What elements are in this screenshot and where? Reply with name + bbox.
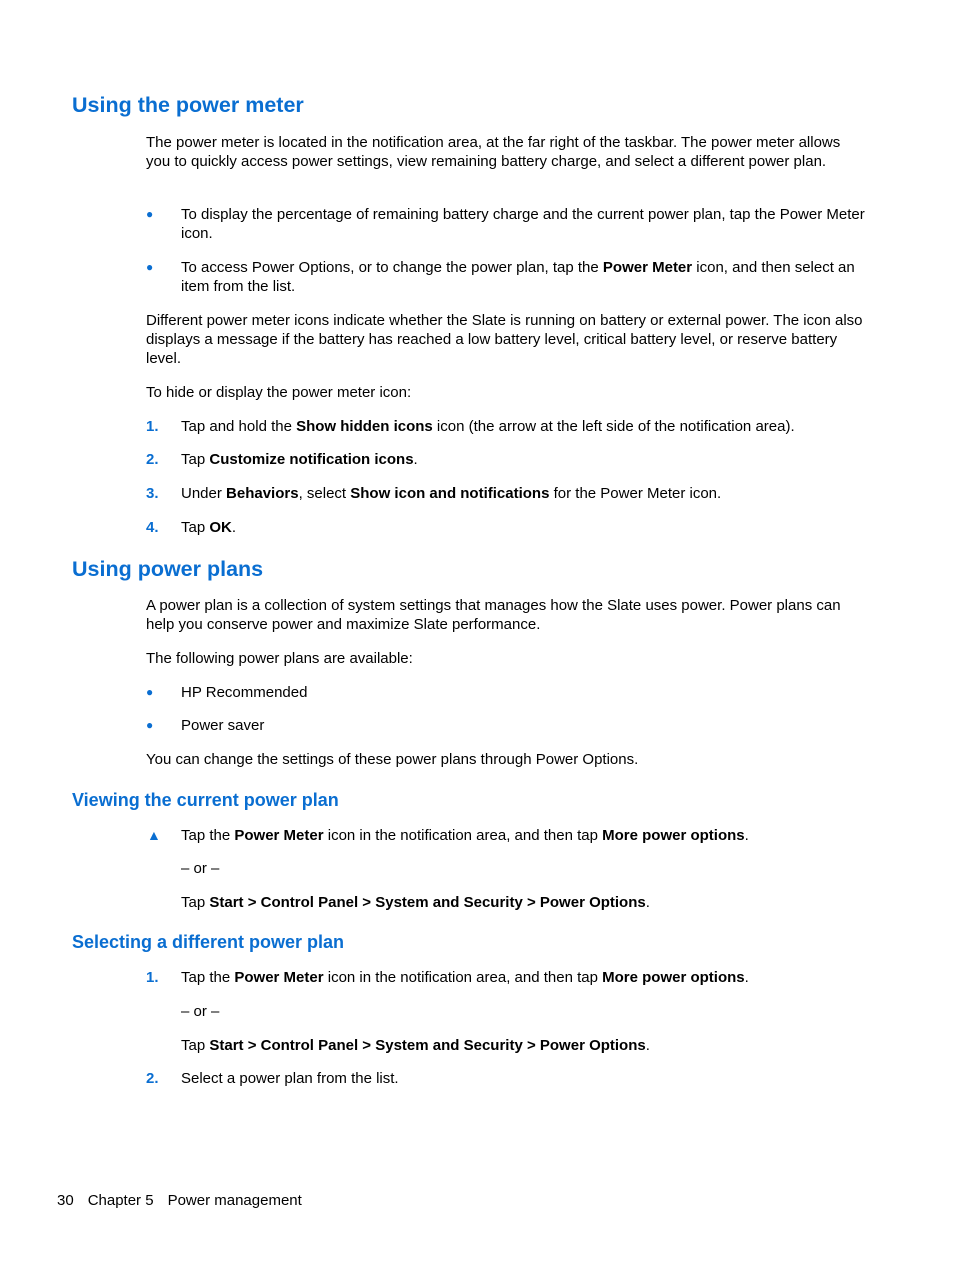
page-number: 30: [57, 1192, 74, 1209]
step-text: Select a power plan from the list.: [181, 1070, 399, 1087]
step-number: 1.: [146, 418, 159, 435]
step-text: Tap Customize notification icons.: [181, 451, 418, 468]
step-text: Tap the Power Meter icon in the notification area, and then tap More power options.: [181, 827, 749, 844]
step-number: 1.: [146, 969, 159, 986]
power-plans-intro: A power plan is a collection of system settings that manages how the Slate uses power. Power plans can help you conserve power and maximize Slate performance.: [146, 597, 841, 633]
heading-viewing-current-power-plan: Viewing the current power plan: [72, 790, 339, 810]
step-text: Tap and hold the Show hidden icons icon (the arrow at the left side of the notification area).: [181, 418, 795, 435]
step-text: Under Behaviors, select Show icon and notifications for the Power Meter icon.: [181, 485, 722, 502]
power-plans-para3: You can change the settings of these power plans through Power Options.: [146, 751, 639, 768]
bullet-icon: ●: [146, 718, 154, 732]
step-number: 4.: [146, 519, 159, 536]
step-number: 2.: [146, 1070, 159, 1087]
bullet-icon: ●: [146, 685, 154, 699]
triangle-icon: ▲: [147, 827, 161, 843]
step-number: 2.: [146, 451, 159, 468]
bullet-icon: ●: [146, 260, 154, 274]
heading-selecting-power-plan: Selecting a different power plan: [72, 932, 345, 952]
bullet-text: HP Recommended: [181, 684, 308, 701]
heading-using-power-meter: Using the power meter: [72, 93, 304, 117]
step-text: Tap OK.: [181, 519, 237, 536]
step-number: 3.: [146, 485, 159, 502]
chapter-label: Chapter 5: [87, 1192, 154, 1209]
power-meter-intro: The power meter is located in the notification area, at the far right of the taskbar. The power meter allows you to quickly access power settings, view remaining battery charge, and select a different power plan.: [146, 134, 841, 170]
alternate-step: Tap Start > Control Panel > System and Security > Power Options.: [181, 894, 650, 911]
power-plans-para2: The following power plans are available:: [146, 650, 413, 667]
alternate-step: Tap Start > Control Panel > System and Security > Power Options.: [181, 1037, 650, 1054]
bullet-icon: ●: [146, 207, 154, 221]
or-separator: – or –: [181, 860, 220, 877]
bullet-text: To display the percentage of remaining battery charge and the current power plan, tap the Power Meter icon.: [181, 206, 865, 242]
power-meter-para2: Different power meter icons indicate whether the Slate is running on battery or external power. The icon also displays a message if the battery has reached a low battery level, critical battery level, or reserve battery level.: [146, 312, 863, 367]
heading-using-power-plans: Using power plans: [72, 557, 264, 581]
page-footer: [57, 1192, 316, 1209]
power-meter-para3: To hide or display the power meter icon:: [146, 384, 412, 401]
bullet-text: To access Power Options, or to change the power plan, tap the Power Meter icon, and then select an item from the list.: [181, 259, 855, 295]
step-text: Tap the Power Meter icon in the notification area, and then tap More power options.: [181, 969, 749, 986]
bullet-text: Power saver: [181, 717, 265, 734]
or-separator: – or –: [181, 1003, 220, 1020]
chapter-title: Power management: [167, 1192, 302, 1209]
